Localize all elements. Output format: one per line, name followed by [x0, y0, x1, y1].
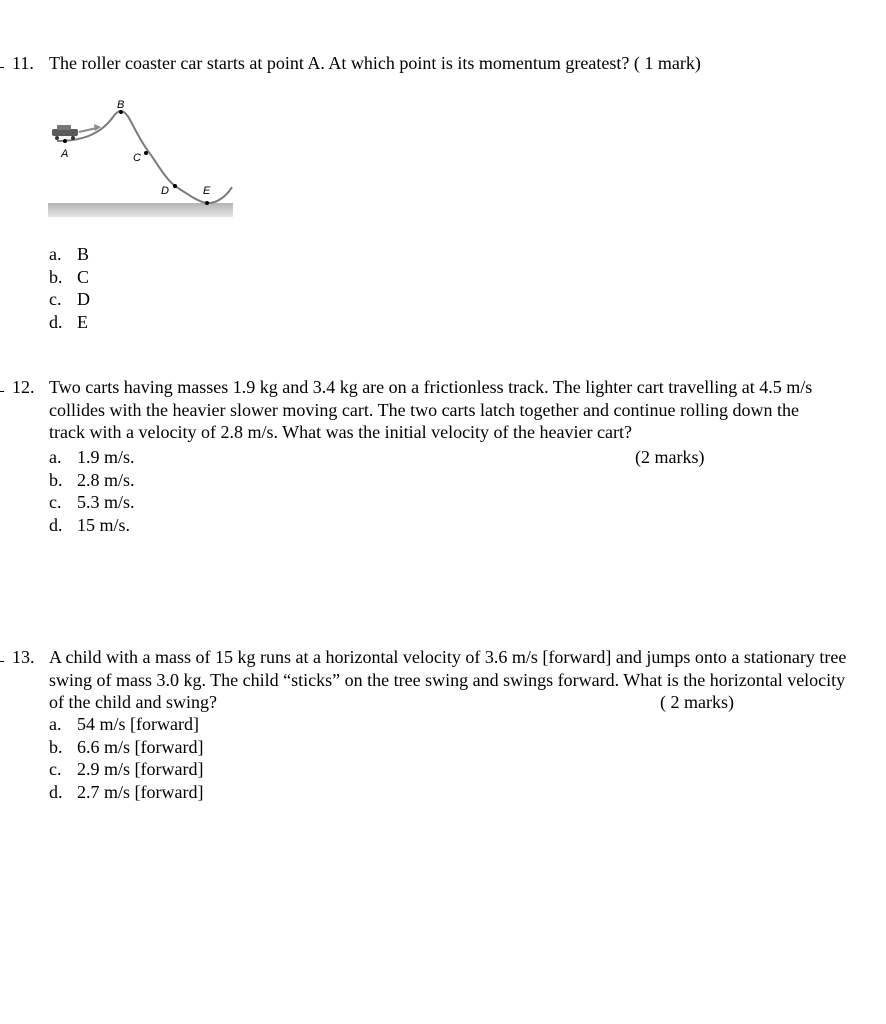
option-b[interactable]	[49, 736, 203, 759]
option-text: D	[77, 289, 90, 309]
option-letter: a.	[49, 447, 62, 467]
marks-label: ( 2 marks)	[660, 692, 734, 712]
option-letter: b.	[49, 266, 63, 287]
label-c: C	[133, 152, 141, 164]
option-text: 6.6 m/s [forward]	[77, 736, 204, 757]
question-text: The roller coaster car starts at point A. At which point is its momentum greatest? ( 1 mark)	[49, 53, 701, 73]
option-text: 15 m/s.	[77, 514, 131, 535]
point-d-dot	[173, 184, 177, 188]
roller-coaster-diagram	[45, 95, 240, 225]
option-text: 54 m/s [forward]	[77, 714, 199, 734]
label-d: D	[161, 185, 169, 197]
option-c[interactable]	[49, 758, 203, 781]
option-letter: d.	[49, 781, 63, 802]
option-text: C	[77, 266, 90, 287]
label-b: B	[117, 99, 125, 111]
point-a-dot	[63, 139, 67, 143]
option-letter: c.	[49, 759, 62, 779]
question-number: 12.	[12, 377, 35, 397]
option-a[interactable]	[49, 713, 203, 736]
option-letter: d.	[49, 514, 63, 535]
options-q11	[49, 243, 90, 333]
option-text: 5.3 m/s.	[77, 492, 135, 512]
option-text: E	[77, 311, 88, 332]
question-text: Two carts having masses 1.9 kg and 3.4 kg are on a frictionless track. The lighter cart travelling at 4.5 m/s collides with the heavier slower moving cart. The two carts latch together and continue rolling down the track with a velocity of 2.8 m/s. What was the initial velocity of the heavier cart?	[49, 377, 813, 442]
margin-tick	[0, 391, 4, 392]
margin-tick	[0, 661, 4, 662]
option-a[interactable]	[49, 446, 135, 469]
option-d[interactable]	[49, 311, 90, 334]
option-a[interactable]	[49, 243, 90, 266]
option-d[interactable]	[49, 781, 203, 804]
options-q12	[49, 446, 135, 536]
option-letter: b.	[49, 469, 63, 490]
question-number: 11.	[12, 53, 34, 73]
label-a: A	[61, 148, 69, 160]
label-e: E	[203, 185, 211, 197]
option-b[interactable]	[49, 469, 135, 492]
options-q13	[49, 713, 203, 803]
point-c-dot	[144, 151, 148, 155]
option-letter: b.	[49, 736, 63, 757]
option-letter: d.	[49, 311, 63, 332]
option-text: 2.7 m/s [forward]	[77, 781, 204, 802]
option-letter: c.	[49, 492, 62, 512]
option-c[interactable]	[49, 288, 90, 311]
option-letter: c.	[49, 289, 62, 309]
marks-label: (2 marks)	[635, 447, 705, 467]
margin-tick	[0, 67, 4, 68]
option-letter: a.	[49, 714, 62, 734]
option-c[interactable]	[49, 491, 135, 514]
roller-coaster-car	[52, 125, 78, 140]
option-text: B	[77, 244, 90, 264]
question-text: A child with a mass of 15 kg runs at a horizontal velocity of 3.6 m/s [forward] and jumps onto a stationary tree swing of mass 3.0 kg. The child “sticks” on the tree swing and swings forward. What is the horizontal velocity of the child and swing?	[49, 647, 847, 712]
option-text: 1.9 m/s.	[77, 447, 135, 467]
option-text: 2.9 m/s [forward]	[77, 759, 204, 779]
question-number: 13.	[12, 647, 35, 667]
point-e-dot	[205, 201, 209, 205]
option-b[interactable]	[49, 266, 90, 289]
option-d[interactable]	[49, 514, 135, 537]
option-letter: a.	[49, 244, 62, 264]
ground	[48, 203, 233, 217]
option-text: 2.8 m/s.	[77, 469, 135, 490]
